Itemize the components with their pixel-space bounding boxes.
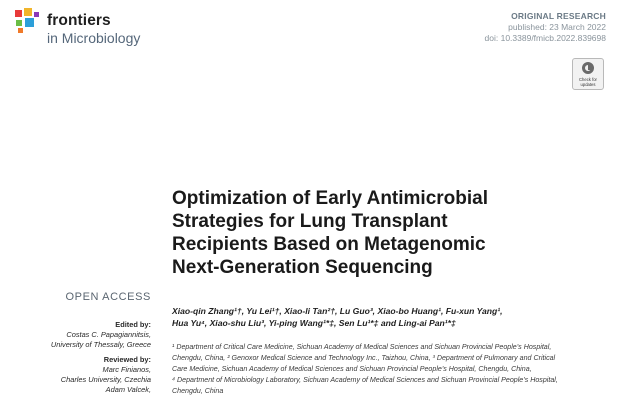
article-title [172, 187, 612, 279]
editor-affiliation: University of Thessaly, Greece [50, 340, 151, 349]
frontiers-logo-icon [14, 8, 42, 36]
title-line: Next-Generation Sequencing [172, 257, 433, 278]
title-line: Strategies for Lung Transplant [172, 211, 448, 232]
editor-panel [51, 320, 151, 395]
article-meta [485, 11, 606, 44]
affiliation-line: Chengdu, China, ² Genoxor Medical Science and Technology Inc., Taizhou, China, ³ Department of Pulmonary and Critical [172, 354, 556, 362]
journal-name-line1: frontiers [47, 12, 111, 29]
affiliation-line: ¹ Department of Critical Care Medicine, Sichuan Academy of Medical Sciences and Sichuan Provincial People’s Hospital, [172, 343, 552, 351]
title-line: Optimization of Early Antimicrobial [172, 188, 488, 209]
author-line[interactable]: Hua Yu⁴, Xiao-shu Liu³, Yi-ping Wang¹*‡, Sen Lu¹*‡ and Ling-ai Pan¹*‡ [172, 318, 456, 328]
journal-name-line2: in Microbiology [47, 30, 141, 46]
reviewer-name[interactable]: Marc Finianos, [102, 365, 151, 374]
article-type: ORIGINAL RESEARCH [511, 11, 606, 21]
reviewed-by-label: Reviewed by: [103, 355, 151, 364]
author-line[interactable]: Xiao-qin Zhang¹†, Yu Lei¹†, Xiao-li Tan²†, Lu Guo³, Xiao-bo Huang¹, Fu-xun Yang¹, [172, 306, 503, 316]
edited-by-label: Edited by: [115, 320, 151, 329]
affiliations [172, 342, 612, 397]
author-list [172, 305, 607, 329]
check-for-updates-label: Check for updates [579, 77, 597, 87]
reviewer-affiliation: Charles University, Czechia [60, 375, 151, 384]
check-for-updates-icon [582, 62, 594, 74]
check-for-updates-button[interactable] [572, 58, 604, 90]
affiliation-line: Care Medicine, Sichuan Academy of Medical Sciences and Sichuan Provincial People’s Hospital, Chengdu, China, [172, 365, 532, 373]
published-date: published: 23 March 2022 [508, 22, 606, 32]
title-line: Recipients Based on Metagenomic [172, 234, 486, 255]
affiliation-line: ⁴ Department of Microbiology Laboratory, Sichuan Academy of Medical Sciences and Sichuan Provincial People’s Hospital, [172, 376, 558, 384]
open-access-label: OPEN ACCESS [65, 291, 151, 303]
reviewer-name[interactable]: Adam Valcek, [105, 385, 151, 394]
journal-logo[interactable] [14, 8, 164, 48]
editor-name[interactable]: Costas C. Papagiannitsis, [66, 330, 151, 339]
doi-link[interactable]: doi: 10.3389/fmicb.2022.839698 [484, 33, 606, 43]
affiliation-line: Chengdu, China [172, 387, 224, 395]
